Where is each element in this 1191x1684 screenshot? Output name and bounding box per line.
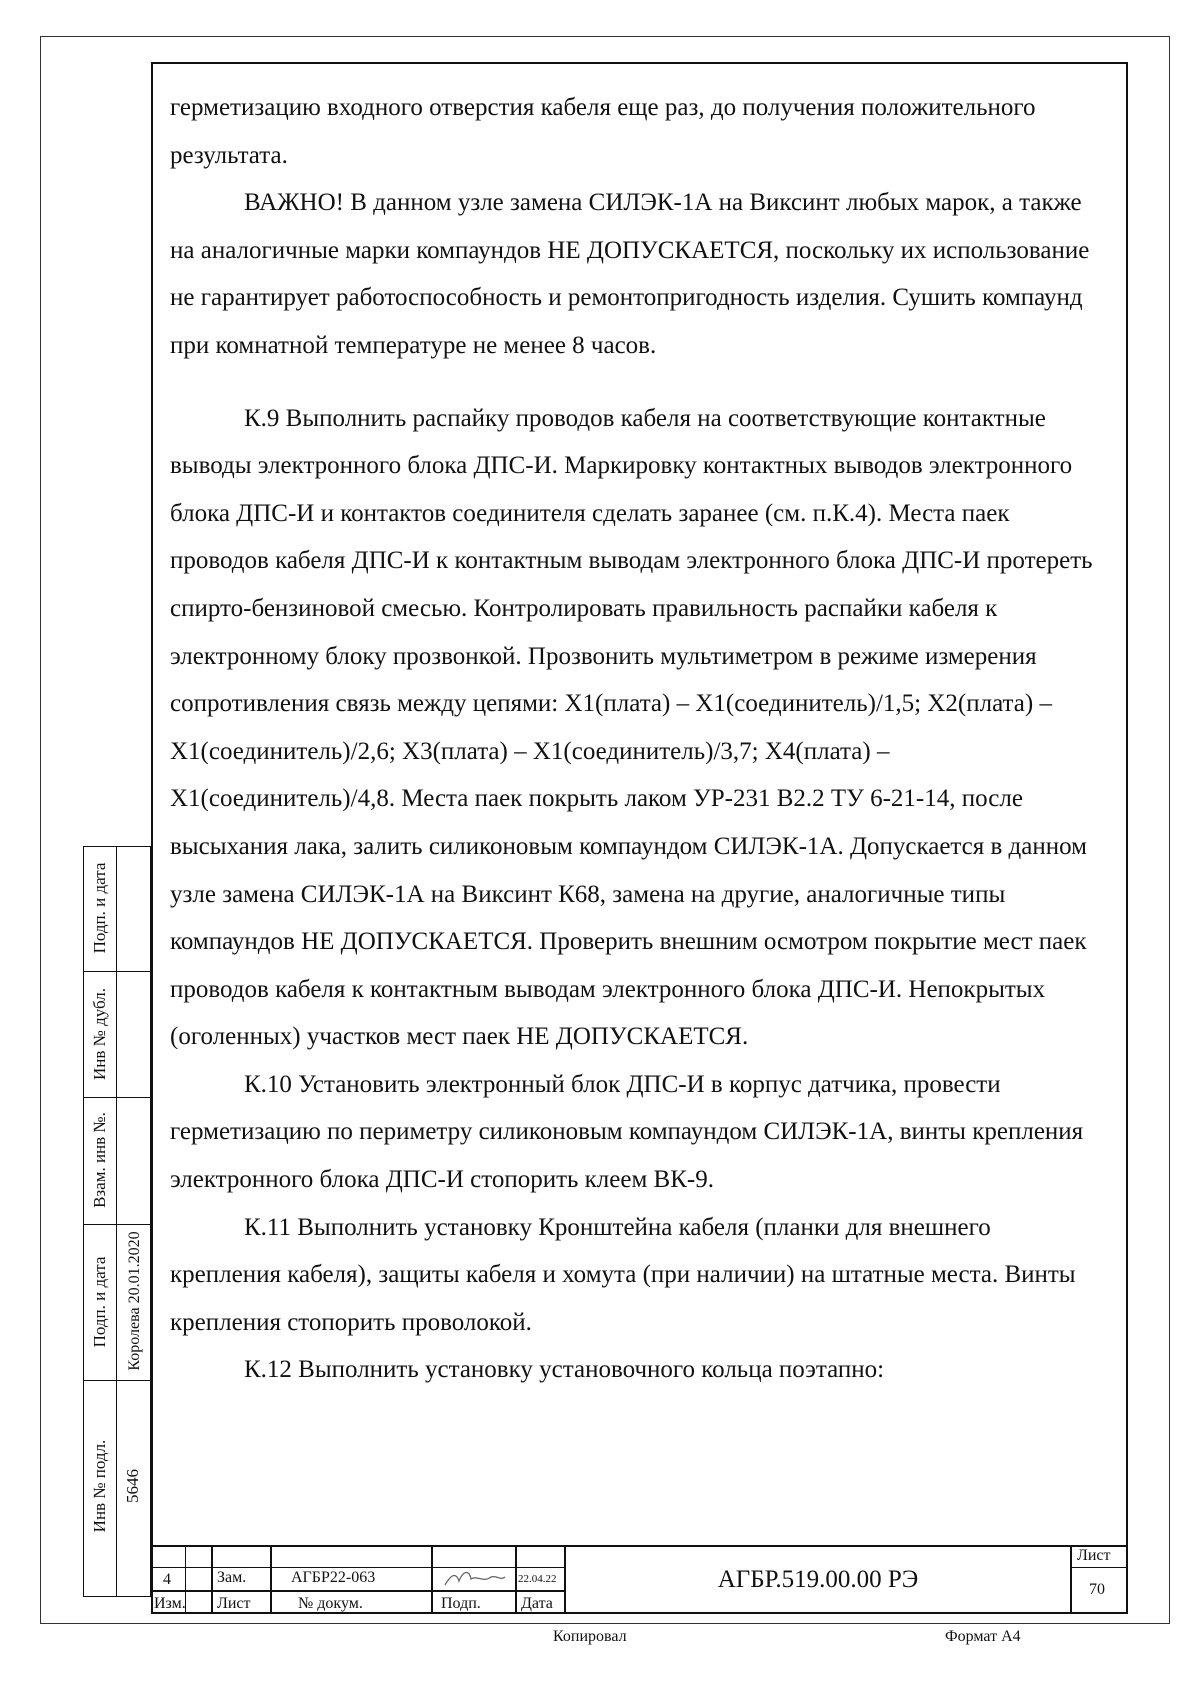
col-izm: Изм. [154, 1595, 186, 1612]
paragraph-continuation: герметизацию входного отверстия кабеля еще раз, до получения положительного результата. [170, 94, 1036, 169]
paragraph-k10: К.10 Установить электронный блок ДПС-И в корпус датчика, провести герметизацию по периметру силиконовым компаундом СИЛЭК-1А, винты крепления электронного блока ДПС-И стопорить клеем ВК-9. [170, 1070, 1084, 1194]
vzam-inv-label: Взам. инв №. [90, 1112, 109, 1208]
side-cell [116, 846, 151, 972]
tb-line [431, 1545, 433, 1614]
paragraph-k12: К.12 Выполнить установку установочного кольца поэтапно: [244, 1356, 885, 1384]
podp-data-label: Подп. и дата [90, 862, 109, 954]
col-doc: № докум. [298, 1595, 363, 1612]
inv-dubl-label: Инв № дубл. [90, 988, 109, 1081]
col-podp: Подп. [441, 1595, 481, 1612]
tb-line [211, 1545, 213, 1614]
izm-value: 4 [163, 1571, 171, 1588]
side-cell [116, 971, 151, 1098]
sheet-label: Лист [1077, 1547, 1111, 1564]
side-cell [116, 1097, 151, 1225]
tb-line [515, 1545, 517, 1614]
paragraph-k9: К.9 Выполнить распайку проводов кабеля на соответствующие контактные выводы электронного блока ДПС-И. Маркировку контактных выводов электронного блока ДПС-И и контактов соединителя сделать заранее (см. п.К.4). Места паек проводов кабеля ДПС-И к контактным выводам электронного блока ДПС-И протереть спирто-бензиновой смесью. Контролировать правильность распайки кабеля к электронному блоку прозвонкой. Прозвонить мультиметром в режиме измерения сопротивления связь между цепями: Х1(плата) – Х1(соединитель)/1,5; Х2(плата) – Х1(соединитель)/2,6; Х3(плата) – Х1(соединитель)/3,7; Х4(плата) – Х1(соединитель)/4,8. Места паек покрыть лаком УР-231 В2.2 ТУ 6-21-14, после высыхания лака, залить силиконовым компаундом СИЛЭК-1А. Допускается в данном узле замена СИЛЭК-1А на Виксинт К68, замена на другие, аналогичные типы компаундов НЕ ДОПУСКАЕТСЯ. Проверить внешним осмотром покрытие мест паек проводов кабеля к контактным выводам электронного блока ДПС-И. Непокрытых (оголенных) участков мест паек НЕ ДОПУСКАЕТСЯ. [170, 404, 1093, 1051]
tb-line [1070, 1567, 1128, 1568]
document-body [170, 84, 1102, 1394]
signature-icon [439, 1565, 509, 1591]
sheet-number: 70 [1089, 1581, 1105, 1598]
list-value: Зам. [217, 1569, 247, 1586]
tb-line [1070, 1545, 1072, 1614]
col-list: Лист [217, 1595, 251, 1612]
doc-value: АГБР22-063 [291, 1569, 376, 1586]
paragraph-warning: ВАЖНО! В данном узле замена СИЛЭК-1А на Виксинт любых марок, а также на аналогичные марки компаундов НЕ ДОПУСКАЕТСЯ, поскольку их использование не гарантирует работоспособность и ремонтопригодность изделия. Сушить компаунд при комнатной температуре не менее 8 часов. [170, 189, 1090, 359]
podp-data-label: Подп. и дата [90, 1256, 109, 1348]
inv-podl-value: 5646 [123, 1469, 142, 1503]
footer-format: Формат А4 [945, 1628, 1021, 1645]
col-date: Дата [521, 1595, 553, 1612]
paragraph-k11: К.11 Выполнить установку Кронштейна кабеля (планки для внешнего крепления кабеля), защиты кабеля и хомута (при наличии) на штатные места. Винты крепления стопорить проволокой. [170, 1213, 1076, 1336]
document-code: АГБР.519.00.00 РЭ [717, 1565, 919, 1593]
paragraph-gap [170, 370, 1102, 395]
date-value: 22.04.22 [518, 1573, 557, 1585]
inv-podl-label: Инв № подл. [90, 1439, 109, 1533]
side-strip [83, 846, 151, 1597]
tb-line [270, 1545, 272, 1614]
podp-data-value: Королева 20.01.2020 [126, 1231, 143, 1371]
footer-copied: Копировал [553, 1628, 627, 1645]
